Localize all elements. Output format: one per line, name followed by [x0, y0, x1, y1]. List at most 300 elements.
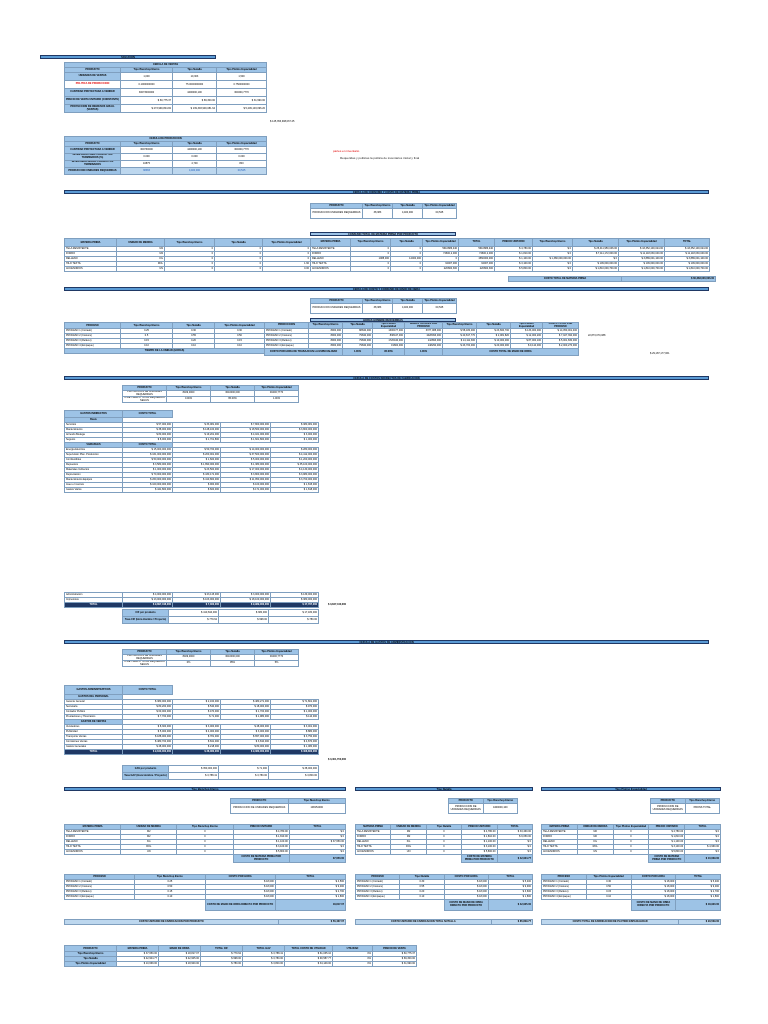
- production-row-value: 300730000: [121, 147, 173, 154]
- indirect-var-row: [65, 488, 319, 493]
- indirect-head-cell: 3010000,000: [211, 391, 255, 397]
- production-row-label: CANTIDAD PROYECTADA A VENDER: [65, 147, 121, 154]
- unit-cost-materials-cell: M2: [391, 830, 426, 835]
- unit-cost-labor-total-value: 18,817.07: [275, 900, 345, 911]
- materials-left-row-cell: 0: [215, 262, 263, 267]
- unit-cost-footer-table: [541, 919, 721, 925]
- unit-cost-labor-cell: 0.55: [400, 885, 444, 890]
- unit-cost-materials-cell: $ 1,810.00: [233, 835, 289, 840]
- indirect-head-cell: PROYECCION DE UNIDADES REQUERIDAS: [123, 391, 167, 397]
- production-header: Tipo Bienchop Eterno: [121, 142, 173, 147]
- indirect-var-row-cell: $ 161,000,000,000: [123, 453, 173, 458]
- unit-cost-labor-cell: $ 18,000: [631, 885, 676, 890]
- production-row-value: 4400000,100: [173, 147, 217, 154]
- solution-title-bar: SOLUCION: [40, 55, 216, 59]
- summary-header: MANO DE OBRA: [159, 946, 201, 952]
- materials-right-cell: $ 0: [533, 247, 573, 252]
- unit-cost-labor-cell: 0.10: [400, 895, 444, 900]
- materials-right-cell: $ 4,780.00: [495, 247, 533, 252]
- materials-right-cell: 5610886,440: [423, 247, 459, 252]
- indirect-var-row-cell: Energia Electrica: [65, 448, 123, 453]
- labor-pct-2: 95.00%: [373, 349, 405, 356]
- labor-far-value: 22,873,070,088: [588, 334, 606, 337]
- production-row: [65, 154, 267, 161]
- labor-head-header: Tipo Plotino Espacialidad: [424, 299, 455, 303]
- unit-cost-materials-cell: 0: [426, 835, 461, 840]
- unit-cost-product-table: [650, 798, 720, 814]
- summary-cell: $ 61,035.10: [285, 952, 333, 957]
- materials-left-row-cell: 0: [165, 252, 215, 257]
- unit-cost-materials-header: MATERIA PRIMA: [356, 825, 391, 830]
- unit-cost-labor: [541, 874, 721, 911]
- admin-personnel-row-cell: $ 71,000: [173, 715, 221, 720]
- materials-right-cell: $ 0: [533, 252, 573, 257]
- unit-cost-labor-total: [542, 900, 721, 911]
- indirect-var-row-cell: Repuestos: [65, 463, 123, 468]
- indirect-fixed-row-cell: $ 8,000,000: [123, 438, 173, 443]
- admin-gav-cell: $ 350,000,000: [169, 766, 219, 773]
- summary-cell: $ 18,817.07: [159, 952, 201, 957]
- materials-right-cell: $ 1,810.00: [495, 252, 533, 257]
- unit-cost-materials-cell: M2: [121, 830, 177, 835]
- unit-cost-labor-cell: PROCESO 3 (Relleno): [356, 890, 400, 895]
- indirect-fixed-row-cell: $ 19,201,000: [173, 433, 221, 438]
- admin-sales-row-cell: $ 480,700,000: [123, 740, 173, 745]
- materials-right-cell: $ 3,100.00: [495, 262, 533, 267]
- admin-sales-row-cell: Comisiones Ventas: [65, 740, 123, 745]
- indirect-var-row-cell: $ 1,380,000,000: [221, 463, 271, 468]
- materials-right: [310, 238, 710, 272]
- unit-cost-materials-cell: TELA RESISTENTE: [356, 830, 391, 835]
- unit-cost-product-cell: PRODUCCION DE UNIDADES REQUERIDAS: [651, 804, 686, 814]
- unit-cost-product-cell: 4400000,100: [483, 804, 518, 814]
- materials-right-cell: $ 1,810,000,700.00: [573, 267, 619, 272]
- production-row-value: 300340,7770: [217, 147, 267, 154]
- materials-right-cell: 0: [391, 262, 423, 267]
- labor-mid-cell: 838447,000: [373, 334, 405, 339]
- labor-mid-cell: 79840,000: [343, 339, 373, 344]
- unit-cost-materials-cell: $ 0: [289, 845, 345, 850]
- unit-cost-materials-cell: RELLENO: [65, 840, 121, 845]
- unit-cost-labor-cell: PROCESO 1 (Cortado): [65, 880, 135, 885]
- unit-cost-labor-header: TOTAL: [676, 875, 721, 880]
- unit-cost-materials-header: PRECIO UNITARIO: [233, 825, 289, 830]
- unit-cost-labor-cell: 0.50: [586, 885, 631, 890]
- materials-left-row-cell: RELLENO: [65, 257, 117, 262]
- unit-cost-labor-cell: $ 18,000: [631, 890, 676, 895]
- admin-total-cell: $ 408,800,000: [271, 750, 319, 755]
- unit-cost-labor-table: [355, 874, 533, 911]
- indirect-costs: [64, 410, 319, 493]
- sales-row-value: $ 31,990.00: [217, 97, 267, 105]
- indirect-fixed-row-cell: $ 1,701,800: [173, 438, 221, 443]
- materials-left-row-cell: KG: [117, 257, 165, 262]
- indirect-cif-cell: $ 380,000: [219, 610, 269, 617]
- admin-grand-total: $ 3,401,700,000: [328, 758, 347, 761]
- unit-cost-materials-cell: $ 0: [289, 830, 345, 835]
- unit-cost-materials-cell: 0: [177, 840, 233, 845]
- indirect-var-row-cell: $ 3,580,000,000: [123, 463, 173, 468]
- labor-mid-cell: 8900,000: [309, 339, 343, 344]
- unit-cost-spacer: [65, 855, 234, 863]
- labor-mid-cell: $ 23,660,700: [477, 329, 511, 334]
- admin-sales-row-cell: $ 4,000,000: [173, 730, 221, 735]
- materials-right-header: Tipo Plotino Espacialidad: [423, 239, 459, 247]
- unit-cost-labor-header: PROCESO: [65, 875, 135, 880]
- unit-cost-materials-cell: M2: [391, 835, 426, 840]
- unit-cost-product-header: PRODUCTO: [449, 799, 484, 804]
- unit-cost-labor-cell: PROCESO 1 (Cortado): [356, 880, 400, 885]
- unit-cost-materials-cell: UN: [121, 850, 177, 855]
- labor-mid: [264, 322, 579, 356]
- unit-cost-labor-cell: 0.30: [586, 880, 631, 885]
- unit-cost-materials-total-label: COSTO DE MATERIA PRIMA POR PRODUCTO: [462, 855, 497, 863]
- labor-side-label: COSTO TOTAL DE MANO DE OBRA: [443, 349, 579, 356]
- unit-cost-materials-cell: 0: [613, 835, 649, 840]
- unit-cost-materials-cell: HILO TEXTIL: [65, 845, 121, 850]
- unit-cost-materials-cell: 0: [177, 850, 233, 855]
- admin-sales-row-cell: $ 841,000: [173, 740, 221, 745]
- labor-left-row-cell: 0.10: [121, 344, 173, 349]
- unit-cost-footer-value: $ 29,569.00: [679, 920, 721, 925]
- admin-personnel-row-cell: $ 7,700,000: [123, 715, 173, 720]
- materials-right-cell: HILO TEXTIL: [311, 262, 351, 267]
- unit-cost-product-cell: PRODUCCION DE UNIDADES REQUERIDAS: [449, 804, 484, 814]
- materials-right-cell: 0: [423, 257, 459, 262]
- indirect-fixed-title: GASTOS INDIRECTOS: [65, 411, 123, 418]
- sales-header: PRODUCTO: [65, 68, 121, 73]
- admin-head-header: Tipo Bienchop Eterno: [167, 650, 211, 655]
- labor-mid-cell: $ 14,111,300: [443, 339, 477, 344]
- unit-cost-materials-header: UNIDAD DE MEDIDA: [577, 825, 613, 830]
- materials-right-header: PRECIO UNITARIO: [495, 239, 533, 247]
- unit-cost-materials-cell: KG: [391, 840, 426, 845]
- materials-left-row-cell: 0: [165, 247, 215, 252]
- summary-cell: 0%: [333, 957, 373, 962]
- sales-row-value: $ 69,300.00: [173, 97, 217, 105]
- unit-cost-materials-cell: ACCESORIOS: [542, 850, 578, 855]
- indirect-var-row-cell: $ 35,100,000,000: [271, 463, 319, 468]
- unit-cost-materials-cell: $ 33,460.00: [497, 830, 532, 835]
- admin-sales-row-cell: $ 3,810,000: [221, 740, 271, 745]
- unit-cost-materials-cell: HILO TEXTIL: [542, 845, 578, 850]
- unit-cost-labor-cell: $ 18,000: [444, 895, 488, 900]
- admin-personnel-row-cell: $ 1,700,000: [221, 710, 271, 715]
- materials-right-cell: $ 0: [573, 257, 619, 262]
- materials-right-header: TOTAL: [665, 239, 710, 247]
- sales-row-value: $ 273,990,804.82: [121, 105, 173, 113]
- production-header: PRODUCTO: [65, 142, 121, 147]
- labor-left-row-cell: 0.15: [215, 339, 265, 344]
- labor-left-row-cell: 0.25: [121, 329, 173, 334]
- summary-cell: 0%: [333, 962, 373, 967]
- unit-cost-spacer: [542, 900, 632, 911]
- indirect-cif-row: [123, 617, 319, 624]
- labor-mid-cell: 142893,000: [405, 339, 443, 344]
- production-row-value: 0.000: [217, 154, 267, 161]
- materials-left-row-cell: 0: [215, 257, 263, 262]
- unit-cost-labor-total: [65, 900, 346, 911]
- admin-total-cell: $ 9,840,000,000: [123, 750, 173, 755]
- admin-sales-row-cell: $ 3,001,000: [271, 725, 319, 730]
- labor-mid-cell: 88840,000: [343, 329, 373, 334]
- materials-right-cell: $ 3,889,001,100.00: [619, 257, 665, 262]
- admin-sales-row-cell: Gastos Generales: [65, 745, 123, 750]
- unit-cost-materials-cell: $ 1,100.00: [462, 840, 497, 845]
- labor-left-row-cell: 0.55: [173, 334, 215, 339]
- labor-mid-cell: 1306477,000: [373, 329, 405, 334]
- production-row-value: 4,700: [173, 161, 217, 168]
- unit-cost-labor-table: [541, 874, 721, 911]
- unit-cost-spacer: [542, 855, 649, 863]
- labor-left-header: Tipo Plotino Espacialidad: [215, 323, 265, 329]
- unit-cost-spacer: [356, 900, 445, 911]
- unit-cost-materials-table: [355, 824, 533, 863]
- unit-cost-footer-row: [65, 920, 346, 925]
- unit-cost-labor: [64, 874, 346, 911]
- unit-cost-materials-cell: $ 5,800.00: [462, 850, 497, 855]
- unit-cost-footer-table: [355, 919, 533, 925]
- materials-total-value: $ 60,383,000,006.00: [622, 277, 716, 282]
- indirect-var-row-cell: $ 410,800,000: [173, 478, 221, 483]
- unit-cost-labor-cell: PROCESO 1 (Cortado): [542, 880, 587, 885]
- unit-cost-materials-cell: UN: [577, 850, 613, 855]
- admin-gav-cell: Tasa GAV (Hora Hombre / Proyecto): [123, 773, 169, 780]
- summary-cell: $ 3,780.00: [243, 957, 285, 962]
- unit-cost-materials-total-value: 37,650.00: [289, 855, 345, 863]
- indirect-cif-cell: Tasa CIF (Hora Hombre / Proyecto): [123, 617, 169, 624]
- unit-cost-labor-cell: 0.10: [135, 895, 205, 900]
- labor-left-row-cell: 0.30: [173, 329, 215, 334]
- labor-head-header: PRODUCTO: [311, 299, 363, 304]
- indirect-tail-row-cell: $ 13,000,000,000: [123, 598, 173, 603]
- unit-cost-materials-cell: ROL: [577, 845, 613, 850]
- unit-cost-materials-cell: RELLENO: [542, 840, 578, 845]
- sales-row-label: PRECIO DE VENTA UNITARIO (CONSTANTE): [65, 97, 121, 105]
- labor-cost-hour-note: COSTO POR HORA DE TRABAJO EN LA ESPECIALIDAD: [265, 349, 343, 356]
- unit-cost-materials-header: Tipo Nutalla: [426, 825, 461, 830]
- sales-row: [65, 73, 267, 81]
- admin-personnel-row-cell: $ 110,000: [271, 715, 319, 720]
- admin-personnel-row-cell: $ 2,160,000: [173, 700, 221, 705]
- unit-cost-materials-cell: $ 3,100.00: [462, 845, 497, 850]
- unit-cost-footer-row: [356, 920, 533, 925]
- indirect-fixed-row-cell: $ 33,081,000: [173, 423, 221, 428]
- unit-cost-materials-header: UNIDAD DE MEDIDA: [121, 825, 177, 830]
- admin-personnel-row-cell: Prestaciones y Honorarios: [65, 715, 123, 720]
- materials-head-cell: PRODUCCION UNIDADES REQUERIDAS: [311, 209, 363, 219]
- materials-head-cell: 00,545: [423, 209, 457, 219]
- indirect-var-row-cell: Gastos Varios: [65, 488, 123, 493]
- labor-mid-header: Tipo Bienchop Eterno: [309, 323, 343, 329]
- indirect-var-row-cell: Mantenimiento Equipos: [65, 478, 123, 483]
- admin-sales-row-cell: $ 3,000,000: [173, 725, 221, 730]
- labor-bar: CEDULA DE COSTO Y CONSUMO DE MANO DE OBRA: [64, 287, 709, 291]
- labor-head-cell: 4,400,000: [393, 304, 423, 314]
- summary-header: PRECIO DE VENTA: [373, 946, 417, 952]
- admin-gav-cell: GAV por producto: [123, 766, 169, 773]
- admin-head-cell: 00400,7770: [255, 655, 299, 661]
- labor-left-header: Tipo Nutalla: [173, 323, 215, 329]
- materials-left-header: UNIDAD DE MEDIDA: [117, 239, 165, 247]
- materials-left-header: MATERIA PRIMA: [65, 239, 117, 247]
- labor-mid-header: Tipo Plotino Espacialidad: [373, 323, 405, 329]
- unit-cost-bar: Tipo Plotino Espacialidad: [541, 787, 721, 791]
- unit-cost-labor-header: Tipo Bienchop Eterno: [135, 875, 205, 880]
- admin-sales-title: GASTOS DE VENTAS: [65, 720, 123, 725]
- indirect-fixed-row-cell: $ 80,000,000: [123, 433, 173, 438]
- summary-cell: $ 3,800.00: [243, 962, 285, 967]
- sales-row-value: $ 139,393,900,081.64: [173, 105, 217, 113]
- labor-mid-cell: 79840,000: [343, 344, 373, 349]
- unit-cost-labor-cell: 0.15: [135, 890, 205, 895]
- labor-left-row-cell: 0.10: [215, 344, 265, 349]
- materials-left-header: Tipo Nutalla: [215, 239, 263, 247]
- indirect-fixed-row-cell: $ 1,000,000: [271, 438, 319, 443]
- indirect-var-row-cell: $ 11,950,000,000: [221, 478, 271, 483]
- admin-head-cell: 0%: [167, 661, 211, 667]
- unit-cost-footer-label: COSTO UNITARIO DE FABRICACION POR PRODUCTO: [65, 920, 279, 925]
- sales-row: [65, 81, 267, 89]
- labor-mid-cell: $ 12,000,200: [511, 334, 543, 339]
- indirect-var-row-cell: $ 430,171,000: [173, 473, 221, 478]
- unit-cost-labor: [355, 874, 533, 911]
- indirect-head-header: PRODUCTO: [123, 386, 167, 391]
- indirect-fixed-head: COSTO TOTAL: [123, 411, 173, 418]
- unit-cost-labor-cell: $ 18,000: [205, 895, 275, 900]
- labor-left-header: PROCESO: [65, 323, 121, 329]
- labor-mid-cell: $ 40,817,770: [443, 334, 477, 339]
- admin-sales-row-cell: $ 781,000: [173, 735, 221, 740]
- indirect-var-row-cell: $ 4,130,000,000: [271, 468, 319, 473]
- admin-sales-row-cell: $ 3,000,000: [221, 730, 271, 735]
- indirect-tail-row-cell: $ 3,000,000,000: [221, 593, 271, 598]
- materials-head-cell: 4,400,000: [393, 209, 423, 219]
- production-row: [65, 147, 267, 154]
- admin-sales-row-cell: $ 48,000,000: [123, 745, 173, 750]
- labor-mid-header: Tipo Bienchop Eterno: [443, 323, 477, 329]
- labor-mid-cell: $ 7,027,390,000: [543, 334, 579, 339]
- unit-cost-labor-total-value: $ 18,900.00: [676, 900, 721, 911]
- indirect-var-row-cell: $ 50,000,000,000: [123, 458, 173, 463]
- indirect-head-row: [123, 397, 299, 403]
- indirect-tail-row-cell: $ 103,000,000: [173, 598, 221, 603]
- labor-mid-cell: $ 20,000,000: [477, 344, 511, 349]
- labor-left: [64, 322, 265, 354]
- sales-row-value: 0.7500000000: [217, 81, 267, 89]
- materials-total: [508, 276, 716, 282]
- production-row-value: 0.000: [173, 154, 217, 161]
- unit-cost-labor-cell: $ 4,500: [275, 880, 345, 885]
- unit-cost-materials-total: [65, 855, 346, 863]
- unit-cost-labor-cell: PROCESO 3 (Relleno): [65, 890, 135, 895]
- admin-sales-row-cell: Publicidad: [65, 730, 123, 735]
- unit-cost-materials-cell: TELA RESISTENTE: [65, 830, 121, 835]
- unit-cost-labor-header: TOTAL: [275, 875, 345, 880]
- admin-personnel-row-cell: Secretaria: [65, 705, 123, 710]
- labor-mid-header: Tipo Plotino Espacialidad: [511, 323, 543, 329]
- materials-right-header: Tipo Plotino Espacialidad: [619, 239, 665, 247]
- materials-left-row-cell: ROL: [117, 262, 165, 267]
- indirect-total-cell: TOTAL: [65, 603, 123, 608]
- unit-cost-labor-total-label: COSTO DE MANO DE OBRA DIRECTA POR PRODUCTO: [205, 900, 275, 911]
- production-row-value: 00,545: [217, 168, 267, 175]
- indirect-tail-table: [64, 592, 319, 608]
- indirect-head-header: Tipo Nutalla: [211, 386, 255, 391]
- unit-cost-footer-label: COSTO TOTAL DE FABRICACION DE PLOTINO ESPACIALIDAD: [542, 920, 679, 925]
- indirect-var-row-cell: $ 3,980,000,000: [271, 473, 319, 478]
- unit-cost-materials-header: TOTAL: [685, 825, 721, 830]
- admin-sales-row-cell: $ 880,000: [271, 730, 319, 735]
- unit-cost-product-table: [448, 798, 518, 814]
- unit-cost-materials-total-label: COSTO DE MATERIA PRIMA POR PRODUCTO: [649, 855, 685, 863]
- materials-right-cell: 220800,300: [459, 267, 495, 272]
- admin-total-cell: TOTAL: [65, 750, 123, 755]
- labor-hours-bar: HORAS HOMBRE REQUERIDAS: [310, 318, 456, 322]
- unit-cost-materials-cell: M2: [577, 835, 613, 840]
- indirect-cif-row: [123, 610, 319, 617]
- indirect-fixed-row-cell: Servicios: [65, 423, 123, 428]
- materials-right-cell: 34007,000: [423, 262, 459, 267]
- labor-mid-cell: $ 2,081,820: [477, 334, 511, 339]
- labor-mid-cell: $ 43,700,000: [443, 344, 477, 349]
- sales-row: [65, 97, 267, 105]
- indirect-cif: [122, 609, 319, 624]
- unit-cost-labor-cell: $ 18,000: [444, 890, 488, 895]
- unit-cost-materials: [355, 824, 533, 863]
- labor-mid-header: COSTO TOTAL POR PROCESO: [543, 323, 579, 329]
- indirect-var-row-cell: $ 4,412,000,000: [271, 453, 319, 458]
- indirect-fixed-row-cell: $ 3,800,000,000: [271, 428, 319, 433]
- indirect-fixed-row-cell: $ 3,000,000: [271, 433, 319, 438]
- unit-cost-materials-cell: 0: [613, 840, 649, 845]
- admin-head-cell: 5%: [255, 661, 299, 667]
- unit-cost-product-cell: 108154000: [288, 804, 346, 814]
- indirect-cif-cell: $ 998.00: [219, 617, 269, 624]
- unit-cost-bar: Tipo Bienchop Eterno: [64, 787, 346, 791]
- materials-right-cell: $ 1,810,000,700.00: [665, 267, 710, 272]
- unit-cost-labor-total-value: $ 42,905.00: [488, 900, 532, 911]
- materials-right-cell: 0: [351, 247, 391, 252]
- labor-side-value: $ 29,187,177,061: [650, 352, 670, 355]
- admin-head-table: [122, 649, 299, 667]
- sales-row-value: 10,303: [173, 73, 217, 81]
- unit-cost-materials-total-label: COSTO DE MATERIA PRIMA POR PRODUCTO: [233, 855, 289, 863]
- unit-cost-labor-cell: $ 1,800: [488, 895, 532, 900]
- indirect-cif-cell: $ 780.00: [269, 617, 319, 624]
- indirect-head-cell: 00400,7770: [255, 391, 299, 397]
- materials-right-header: MATERIA PRIMA: [311, 239, 351, 247]
- indirect-var-row-cell: $ 441,800,000: [123, 488, 173, 493]
- indirect-fixed-row-cell: $ 38,000,000: [123, 428, 173, 433]
- summary-cell: $ 31,990.00: [373, 962, 417, 967]
- unit-cost-materials-cell: $ 5,800.00: [233, 850, 289, 855]
- materials-head-header: Tipo Plotino Espacialidad: [424, 204, 455, 208]
- unit-cost-materials-cell: $ 0: [685, 835, 721, 840]
- production-row-value: 0.000: [121, 154, 173, 161]
- admin-costs-table: [64, 685, 319, 755]
- unit-cost-materials-cell: HILO TEXTIL: [356, 845, 391, 850]
- summary-cell: Tipo Nutalla: [65, 957, 117, 962]
- unit-cost-labor-cell: $ 5,400: [488, 880, 532, 885]
- indirect-var-title: VARIABLES: [65, 443, 123, 448]
- unit-cost-footer-label: COSTO UNITARIO DE FABRICACION TOTAL NUTALLA: [356, 920, 492, 925]
- labor-mid-cell: PROCESO 2 (Costura): [265, 334, 309, 339]
- unit-cost-materials-cell: 0: [177, 830, 233, 835]
- admin-personnel-row-cell: Gerente General: [65, 700, 123, 705]
- admin-sales-row-cell: $ 80,000,000: [221, 745, 271, 750]
- sales-title: CEDULA DE VENTAS: [65, 63, 267, 68]
